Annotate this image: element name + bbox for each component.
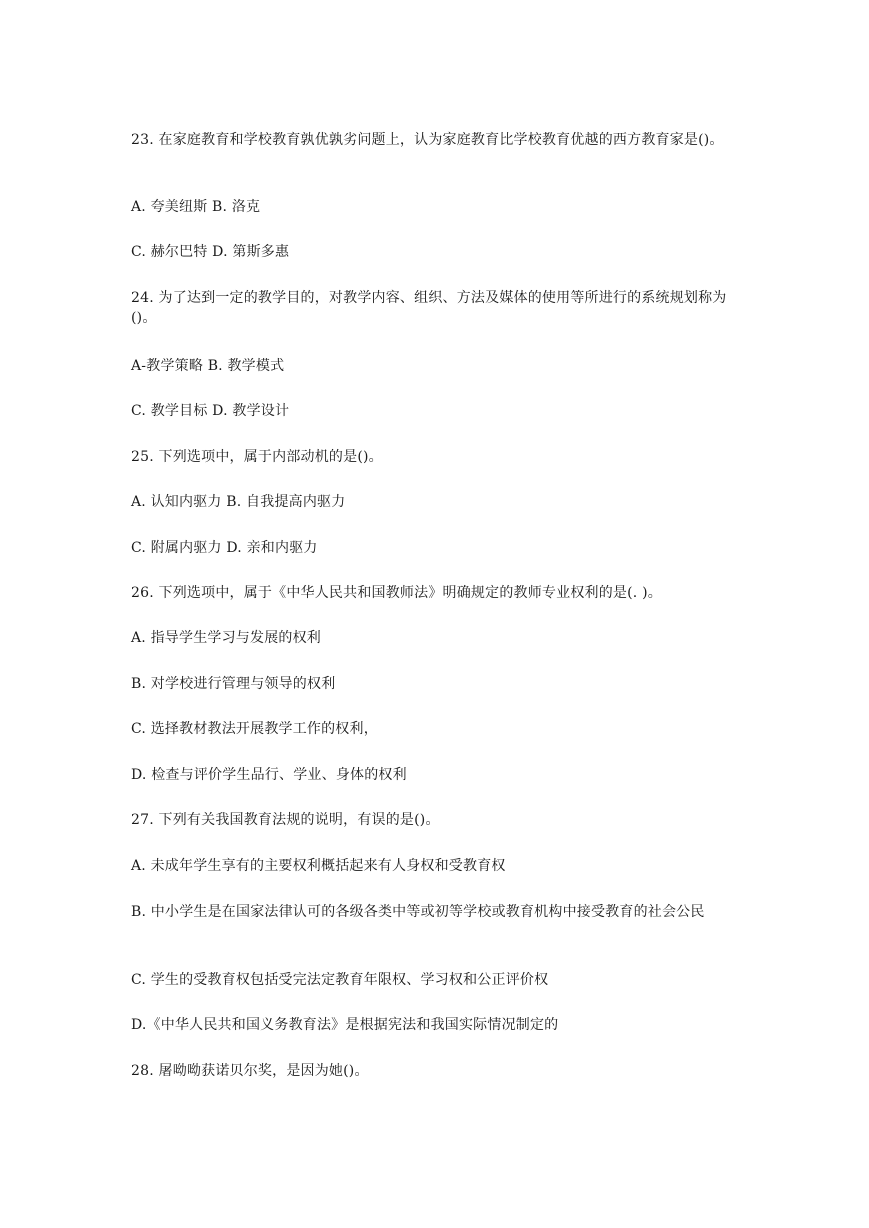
question-25-options-cd: C. 附属内驱力 D. 亲和内驱力 <box>131 540 318 556</box>
question-24-stem: 24. 为了达到一定的教学目的，对教学内容、组织、方法及媒体的使用等所进行的系统规划称为()。 <box>131 290 727 326</box>
question-26-option-d: D. 检查与评价学生品行、学业、身体的权利 <box>131 767 407 783</box>
question-27-option-d: D.《中华人民共和国义务教育法》是根据宪法和我国实际情况制定的 <box>131 1017 559 1033</box>
question-27-option-a: A. 未成年学生享有的主要权利概括起来有人身权和受教育权 <box>131 858 506 874</box>
question-23-options-cd: C. 赫尔巴特 D. 第斯多惠 <box>131 244 290 260</box>
question-24-options-ab: A-教学策略 B. 教学模式 <box>131 358 285 374</box>
question-28-stem: 28. 屠呦呦获诺贝尔奖，是因为她()。 <box>131 1063 369 1079</box>
question-26-option-a: A. 指导学生学习与发展的权利 <box>131 630 322 646</box>
question-27-option-c: C. 学生的受教育权包括受完法定教育年限权、学习权和公正评价权 <box>131 972 549 988</box>
question-24-options-cd: C. 教学目标 D. 教学设计 <box>131 403 290 419</box>
question-25-stem: 25. 下列选项中，属于内部动机的是()。 <box>131 449 383 465</box>
question-23-options-ab: A. 夸美纽斯 B. 洛克 <box>131 199 261 215</box>
question-23-stem: 23. 在家庭教育和学校教育孰优孰劣问题上，认为家庭教育比学校教育优越的西方教育家是()。 <box>131 132 724 148</box>
question-27-stem: 27. 下列有关我国教育法规的说明，有误的是()。 <box>131 812 440 828</box>
question-26-option-b: B. 对学校进行管理与领导的权利 <box>131 676 336 692</box>
question-25-options-ab: A. 认知内驱力 B. 自我提高内驱力 <box>131 494 346 510</box>
question-26-option-c: C. 选择教材教法开展教学工作的权利， <box>131 721 378 737</box>
question-26-stem: 26. 下列选项中，属于《中华人民共和国教师法》明确规定的教师专业权利的是(. )。 <box>131 585 662 601</box>
question-27-option-b: B. 中小学生是在国家法律认可的各级各类中等或初等学校或教育机构中接受教育的社会公民 <box>131 904 705 920</box>
